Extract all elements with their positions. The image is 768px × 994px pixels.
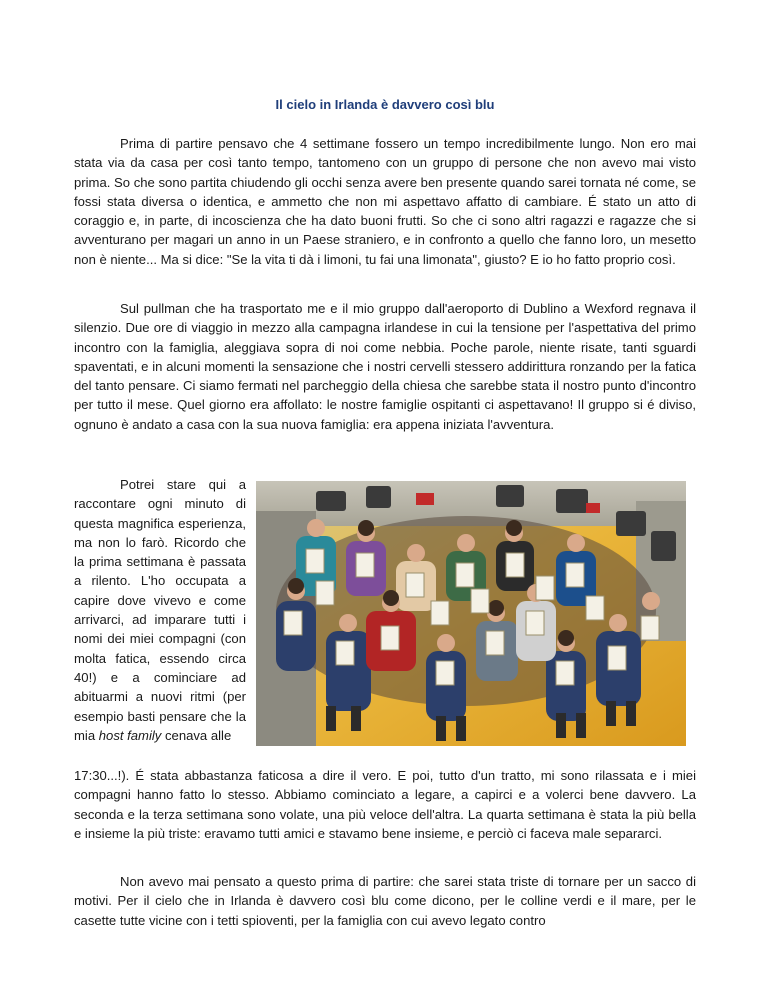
paragraph-2: [74, 299, 696, 434]
paragraph-4: [74, 872, 696, 930]
paragraph-1-text: Prima di partire pensavo che 4 settimane fossero un tempo incredibilmente lungo. Non ero mai stata via da casa per così tanto tempo, tantomeno con un gruppo di persone che non avevo mai visto prima. So che sono partita chiudendo gli occhi senza avere ben presente quando sarei tornata né come, se fossi stata diversa o identica, e ammetto che non mi aspettavo affatto di cambiare. É stato un atto di coraggio e, in parte, di incoscienza che ha dato buoni frutti. So che ci sono altri ragazzi e ragazze che si avventurano per magari un anno in un Paese straniero, e in confronto a quello che fanno loro, un mesetto non è niente... Ma si dice: "Se la vita ti dà i limoni, tu fai una limonata", giusto? E io ho fatto proprio così.: [74, 136, 696, 267]
paragraph-4-text: Non avevo mai pensato a questo prima di partire: che sarei stata triste di tornare per un sacco di motivi. Per il cielo che in Irlanda è davvero così blu come dicono, per le colline verdi e il mare, per le casette tutte vicine con i tetti spioventi, per la famiglia con cui avevo legato contro: [74, 874, 696, 928]
paragraph-3-float: Potrei stare qui a raccontare ogni minuto di questa magnifica esperienza, ma non lo farò. Ricordo che la prima settimana è passata a rilento. L'ho occupata a capire dove vivevo e come arrivarci, ad imparare tutti i nomi dei miei compagni (con molta fatica, essendo circa 40!) e a cominciare ad abituarmi a nuovi ritmi (per esempio basti pensare che la mia host family cenava alle: [74, 477, 246, 743]
group-photo: [256, 481, 686, 746]
document-title: Il cielo in Irlanda è davvero così blu: [275, 97, 495, 112]
paragraph-3-continuation: 17:30...!). É stata abbastanza faticosa a dire il vero. E poi, tutto d'un tratto, mi sono rilassata e i miei compagni hanno fatto lo stesso. Abbiamo cominciato a legare, a capirci e a volerci bene davvero. La seconda e la terza settimana sono volate, una più veloce dell'altra. La quarta settimana è stata la più bella e insieme la più triste: eravamo tutti amici e stavamo bene insieme, e perciò ci faceva male separarci.: [74, 768, 696, 841]
host-family-italic: host family: [98, 727, 162, 743]
paragraph-2-text: Sul pullman che ha trasportato me e il mio gruppo dall'aeroporto di Dublino a Wexford regnava il silenzio. Due ore di viaggio in mezzo alla campagna irlandese in cui la tensione per l'aspettativa del primo incontro con la famiglia, aleggiava sopra di noi come nebbia. Poche parole, niente risate, tanti sguardi spaventati, e in alcuni momenti la sensazione che i nostri cervelli stessero addirittura ronzando per la fatica del tanto pensare. Ci siamo fermati nel parcheggio della chiesa che sarebbe stata il nostro punto d'incontro per tutto il mese. Quel giorno era affollato: le nostre famiglie ospitanti ci aspettavano! Il gruppo si é diviso, ognuno è andato a casa con la sua nuova famiglia: era appena iniziata l'avventura.: [74, 301, 696, 432]
paragraph-1: [74, 134, 696, 269]
